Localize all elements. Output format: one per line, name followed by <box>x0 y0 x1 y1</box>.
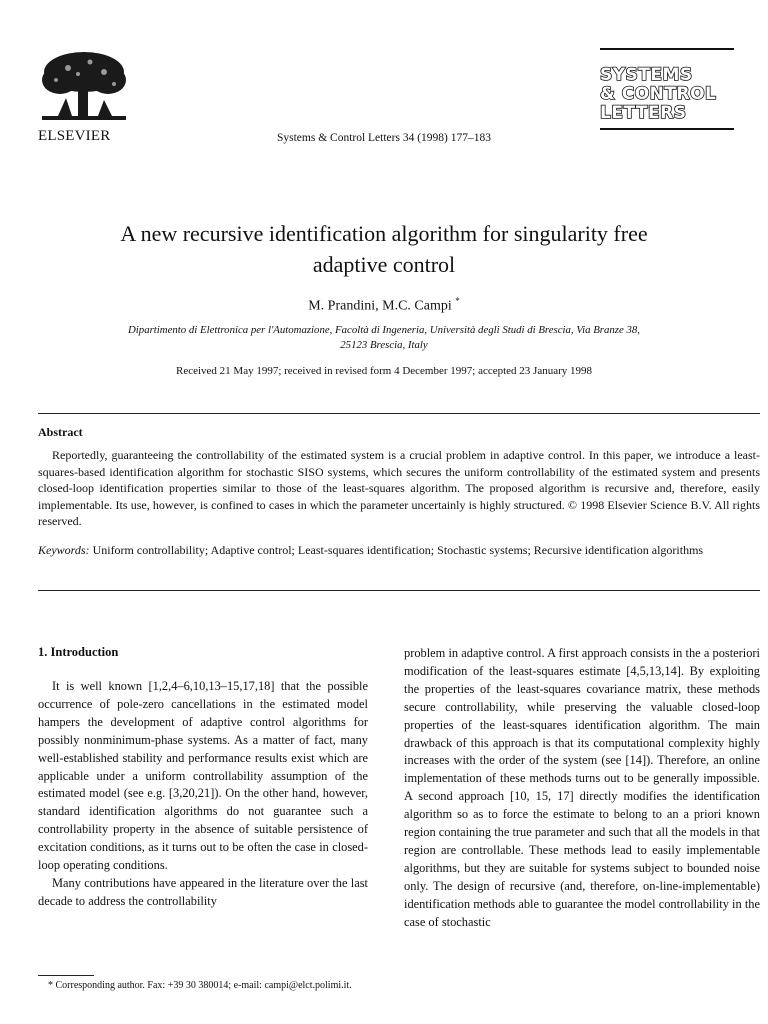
paragraph: Many contributions have appeared in the literature over the last decade to address the controllability <box>38 875 368 908</box>
divider <box>38 413 760 414</box>
footnote: * Corresponding author. Fax: +39 30 380014; e-mail: campi@elct.polimi.it. <box>48 980 352 991</box>
section-heading: 1. Introduction <box>38 645 119 659</box>
footnote-divider <box>38 975 94 976</box>
keywords-label: Keywords: <box>38 543 90 557</box>
journal-logo-line: SYSTEMS <box>600 65 693 85</box>
journal-logo-line: LETTERS <box>600 103 687 123</box>
journal-citation: Systems & Control Letters 34 (1998) 177–183 <box>276 132 491 144</box>
elsevier-tree-icon <box>38 50 130 128</box>
journal-logo <box>596 48 738 130</box>
corresponding-author-mark: * <box>455 296 460 306</box>
paragraph: problem in adaptive control. A first approach consists in the a posteriori modification of the least-squares estimate [4,5,13,14]. By exploiting the properties of the least-squares covariance matrix, these methods secure controllability, while preserving the valuable closed-loop properties of the least-squares identification algorithm. The main drawback of this approach is that its computational complexity highly increases with the order of the system (see [14]). Therefore, an online implementation of these methods turns out to be generally impossible. A second approach [10, 15, 17] directly modifies the identification algorithm so as to force the estimate to belong to an a priori known region containing the true parameter and such that all the models in that region are controllable. These methods lead to easily implementable algorithms, but they are suitable for systems subject to bounded noise only. The design of recursive (and, therefore, on-line-implementable) identification methods able to guarantee the model controllability in the case of stochastic <box>404 646 760 929</box>
title-line: A new recursive identification algorithm for singularity free <box>120 221 648 246</box>
received-dates: Received 21 May 1997; received in revised form 4 December 1997; accepted 23 January 1998 <box>175 365 593 377</box>
affiliation <box>70 323 698 353</box>
paragraph: It is well known [1,2,4–6,10,13–15,17,18] that the possible occurrence of pole-zero cancellations in the estimated model hampers the development of adaptive control algorithms for possibly nonminimum-phase systems. As a matter of fact, many well-established stability and performance results exist which are applicable under a uniform controllability assumption of the estimated model (see e.g. [3,20,21]). On the other hand, however, standard identification algorithms do not guarantee such a controllability property in the absence of suitable persistence of excitation conditions, as it turns out to be often the case in closed-loop operating conditions. <box>38 679 368 873</box>
title-line: adaptive control <box>312 252 456 277</box>
author-names: M. Prandini, M.C. Campi <box>308 298 452 314</box>
affiliation-line: 25123 Brescia, Italy <box>340 339 428 351</box>
publisher-name: ELSEVIER <box>38 128 111 144</box>
keywords-list: Uniform controllability; Adaptive control; Least-squares identification; Stochastic systems; Recursive identification algorithms <box>92 543 704 557</box>
article-title <box>60 218 708 280</box>
affiliation-line: Dipartimento di Elettronica per l'Automazione, Facoltà di Ingeneria, Università degli Studi di Brescia, Via Branze 38, <box>128 324 640 336</box>
journal-logo-line: & CONTROL <box>600 84 717 104</box>
authors <box>0 296 768 315</box>
right-column <box>404 645 760 932</box>
keywords <box>38 542 760 559</box>
divider <box>38 590 760 591</box>
abstract-text: Reportedly, guaranteeing the controllability of the estimated system is a crucial problem in adaptive control. In this paper, we introduce a least-squares-based identification algorithm for stochastic SISO systems, which secures the uniform controllability of the estimated system and presents closed-loop identification properties similar to those of the least-squares algorithm. The proposed algorithm is recursive and, therefore, easily implementable. Its use, however, is confined to cases in which the parameter uncertainly is highly structured. © 1998 Elsevier Science B.V. All rights reserved. <box>38 448 760 528</box>
abstract-heading: Abstract <box>38 425 83 439</box>
left-column <box>38 645 368 911</box>
